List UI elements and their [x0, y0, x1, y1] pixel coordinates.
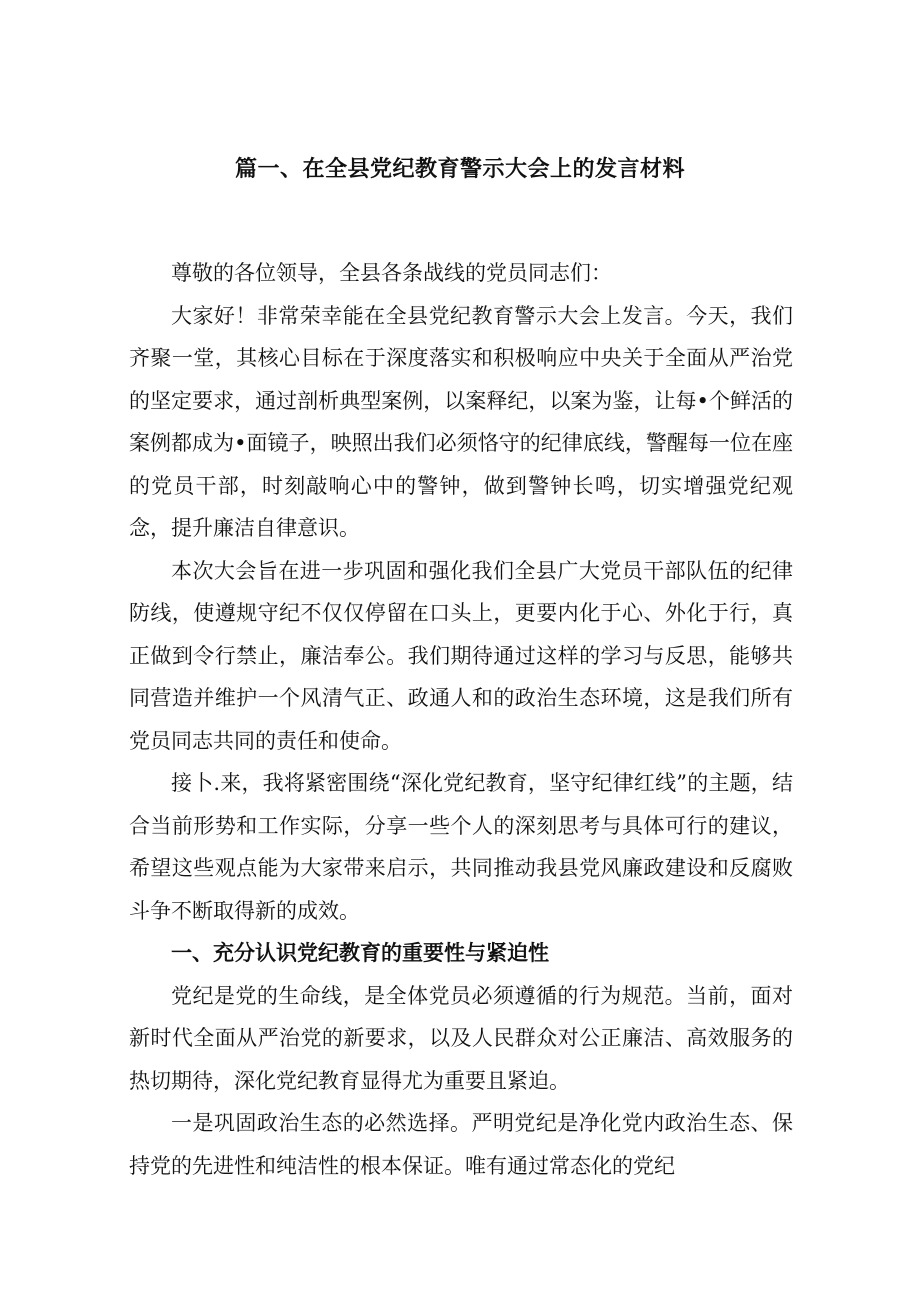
paragraph-opening: 大家好！非常荣幸能在全县党纪教育警示大会上发言。今天，我们齐聚一堂，其核心目标在于深度落实和积极响应中央关于全面从严治党的坚定要求，通过剖析典型案例，以案释纪，以案为鉴，让每•个鲜活的案例都成为•面镜子，映照出我们必须恪守的纪律底线，警醒每一位在座的党员干部，时刻敲响心中的警钟，做到警钟长鸣，切实增强党纪观念，提升廉洁自律意识。: [129, 303, 793, 540]
section-paragraph-2: 一是巩固政治生态的必然选择。严明党纪是净化党内政治生态、保持党的先进性和纯洁性的根本保证。唯有通过常态化的党纪: [129, 1111, 793, 1178]
paragraph-purpose: 本次大会旨在进一步巩固和强化我们全县广大党员干部队伍的纪律防线，使遵规守纪不仅仅停留在口头上，更要内化于心、外化于行，真正做到令行禁止，廉洁奉公。我们期待通过这样的学习与反思，能够共同营造并维护一个风清气正、政通人和的政治生态环境，这是我们所有党员同志共同的责任和使命。: [129, 558, 793, 753]
salutation: 尊敬的各位领导，全县各条战线的党员同志们：: [171, 261, 612, 285]
document-body: [129, 252, 793, 1187]
section-paragraph-1: 党纪是党的生命线，是全体党员必须遵循的行为规范。当前，面对新时代全面从严治党的新要求，以及人民群众对公正廉洁、高效服务的热切期待，深化党纪教育显得尤为重要且紧迫。: [129, 983, 793, 1093]
document-title: 篇一、在全县党纪教育警示大会上的发言材料: [234, 156, 685, 182]
section-heading: 一、充分认识党纪教育的重要性与紧迫性: [171, 940, 549, 965]
paragraph-outline: 接卜.来，我将紧密围绕“深化党纪教育，坚守纪律红线”的主题，结合当前形势和工作实际，分享一些个人的深刻思考与具体可行的建议，希望这些观点能为大家带来启示，共同推动我县党风廉政建设和反腐败斗争不断取得新的成效。: [129, 771, 793, 923]
